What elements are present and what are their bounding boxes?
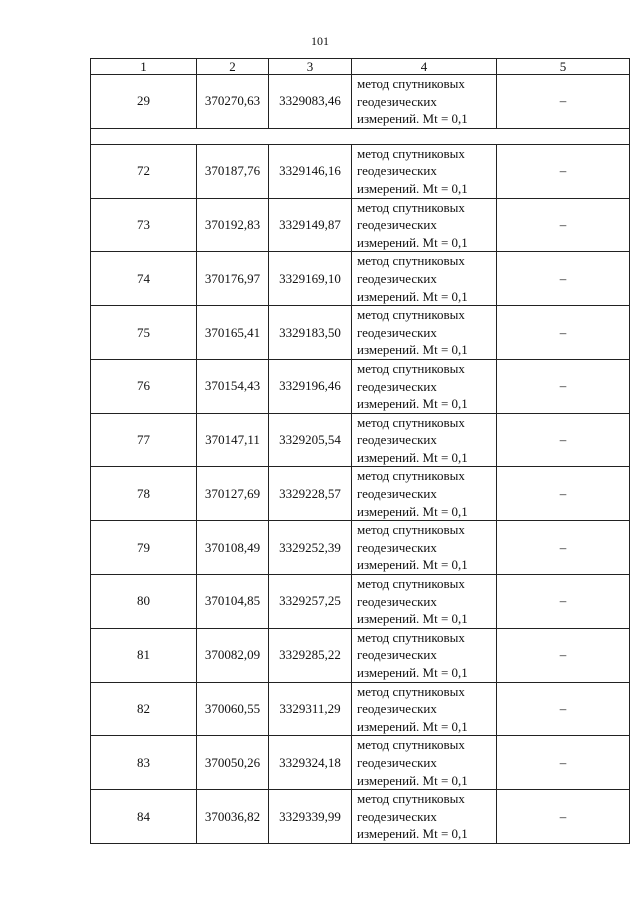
- method-line: геодезических: [357, 701, 437, 717]
- y-coordinate-cell: 3329205,54: [269, 413, 352, 467]
- point-number-cell: 83: [91, 736, 197, 790]
- method-cell: [352, 521, 497, 575]
- table-body: [91, 75, 630, 844]
- point-number-cell: 29: [91, 75, 197, 129]
- column-5-cell: –: [497, 144, 630, 198]
- x-coordinate-cell: 370060,55: [197, 682, 269, 736]
- method-line: измерений. Mt = 0,1: [357, 342, 468, 358]
- method-line: геодезических: [357, 647, 437, 663]
- method-line: геодезических: [357, 539, 437, 555]
- method-cell: [352, 736, 497, 790]
- point-number-cell: 82: [91, 682, 197, 736]
- method-line: геодезических: [357, 217, 437, 233]
- y-coordinate-cell: 3329324,18: [269, 736, 352, 790]
- method-line: измерений. Mt = 0,1: [357, 611, 468, 627]
- table-row: [91, 521, 630, 575]
- table-row: [91, 682, 630, 736]
- column-5-cell: –: [497, 790, 630, 844]
- method-line: геодезических: [357, 486, 437, 502]
- method-line: метод спутниковых: [357, 683, 465, 699]
- y-coordinate-cell: 3329311,29: [269, 682, 352, 736]
- header-col-2: 2: [197, 59, 269, 75]
- point-number-cell: 84: [91, 790, 197, 844]
- table-row: [91, 628, 630, 682]
- method-line: измерений. Mt = 0,1: [357, 503, 468, 519]
- x-coordinate-cell: 370187,76: [197, 144, 269, 198]
- method-line: геодезических: [357, 593, 437, 609]
- table-row: [91, 736, 630, 790]
- x-coordinate-cell: 370270,63: [197, 75, 269, 129]
- method-line: метод спутниковых: [357, 737, 465, 753]
- y-coordinate-cell: 3329169,10: [269, 252, 352, 306]
- point-number-cell: 75: [91, 306, 197, 360]
- method-cell: [352, 467, 497, 521]
- gap-cell: [91, 128, 630, 144]
- column-5-cell: –: [497, 575, 630, 629]
- method-line: измерений. Mt = 0,1: [357, 180, 468, 196]
- method-line: измерений. Mt = 0,1: [357, 826, 468, 842]
- x-coordinate-cell: 370036,82: [197, 790, 269, 844]
- point-number-cell: 72: [91, 144, 197, 198]
- y-coordinate-cell: 3329339,99: [269, 790, 352, 844]
- method-line: метод спутниковых: [357, 253, 465, 269]
- column-5-cell: –: [497, 252, 630, 306]
- column-5-cell: –: [497, 736, 630, 790]
- method-line: метод спутниковых: [357, 414, 465, 430]
- method-line: метод спутниковых: [357, 791, 465, 807]
- method-line: геодезических: [357, 378, 437, 394]
- point-number-cell: 73: [91, 198, 197, 252]
- x-coordinate-cell: 370176,97: [197, 252, 269, 306]
- table-row: [91, 252, 630, 306]
- method-line: метод спутниковых: [357, 145, 465, 161]
- method-cell: [352, 198, 497, 252]
- y-coordinate-cell: 3329183,50: [269, 306, 352, 360]
- table-row: [91, 198, 630, 252]
- table-row: [91, 144, 630, 198]
- point-number-cell: 80: [91, 575, 197, 629]
- table-row: [91, 413, 630, 467]
- header-col-3: 3: [269, 59, 352, 75]
- method-line: геодезических: [357, 754, 437, 770]
- method-line: геодезических: [357, 93, 437, 109]
- x-coordinate-cell: 370165,41: [197, 306, 269, 360]
- x-coordinate-cell: 370154,43: [197, 359, 269, 413]
- method-line: метод спутниковых: [357, 468, 465, 484]
- column-5-cell: –: [497, 198, 630, 252]
- method-line: измерений. Mt = 0,1: [357, 234, 468, 250]
- method-line: геодезических: [357, 432, 437, 448]
- method-line: метод спутниковых: [357, 76, 465, 91]
- method-cell: [352, 75, 497, 129]
- column-5-cell: –: [497, 359, 630, 413]
- table-row: [91, 790, 630, 844]
- table-row: [91, 359, 630, 413]
- column-5-cell: –: [497, 521, 630, 575]
- method-line: измерений. Mt = 0,1: [357, 396, 468, 412]
- method-cell: [352, 252, 497, 306]
- y-coordinate-cell: 3329257,25: [269, 575, 352, 629]
- y-coordinate-cell: 3329149,87: [269, 198, 352, 252]
- point-number-cell: 76: [91, 359, 197, 413]
- coordinates-table: [90, 58, 630, 844]
- x-coordinate-cell: 370192,83: [197, 198, 269, 252]
- table-header-row: [91, 59, 630, 75]
- method-cell: [352, 682, 497, 736]
- table-row: [91, 467, 630, 521]
- point-number-cell: 77: [91, 413, 197, 467]
- header-col-5: 5: [497, 59, 630, 75]
- header-col-4: 4: [352, 59, 497, 75]
- method-cell: [352, 790, 497, 844]
- header-col-1: 1: [91, 59, 197, 75]
- y-coordinate-cell: 3329146,16: [269, 144, 352, 198]
- method-line: метод спутниковых: [357, 576, 465, 592]
- method-cell: [352, 628, 497, 682]
- column-5-cell: –: [497, 75, 630, 129]
- column-5-cell: –: [497, 306, 630, 360]
- x-coordinate-cell: 370127,69: [197, 467, 269, 521]
- point-number-cell: 81: [91, 628, 197, 682]
- method-cell: [352, 413, 497, 467]
- y-coordinate-cell: 3329228,57: [269, 467, 352, 521]
- method-cell: [352, 144, 497, 198]
- method-line: метод спутниковых: [357, 307, 465, 323]
- table-row: [91, 306, 630, 360]
- page-number: 101: [311, 34, 329, 48]
- column-5-cell: –: [497, 682, 630, 736]
- method-cell: [352, 359, 497, 413]
- method-cell: [352, 306, 497, 360]
- x-coordinate-cell: 370147,11: [197, 413, 269, 467]
- x-coordinate-cell: 370050,26: [197, 736, 269, 790]
- point-number-cell: 74: [91, 252, 197, 306]
- method-line: метод спутниковых: [357, 199, 465, 215]
- method-line: геодезических: [357, 808, 437, 824]
- method-line: измерений. Mt = 0,1: [357, 665, 468, 680]
- method-cell: [352, 575, 497, 629]
- x-coordinate-cell: 370108,49: [197, 521, 269, 575]
- y-coordinate-cell: 3329252,39: [269, 521, 352, 575]
- method-line: измерений. Mt = 0,1: [357, 772, 468, 788]
- method-line: измерений. Mt = 0,1: [357, 557, 468, 573]
- column-5-cell: –: [497, 467, 630, 521]
- table-row: [91, 75, 630, 129]
- y-coordinate-cell: 3329196,46: [269, 359, 352, 413]
- method-line: метод спутниковых: [357, 360, 465, 376]
- y-coordinate-cell: 3329285,22: [269, 628, 352, 682]
- x-coordinate-cell: 370082,09: [197, 628, 269, 682]
- column-5-cell: –: [497, 413, 630, 467]
- point-number-cell: 79: [91, 521, 197, 575]
- method-line: метод спутниковых: [357, 522, 465, 538]
- method-line: измерений. Mt = 0,1: [357, 111, 468, 127]
- y-coordinate-cell: 3329083,46: [269, 75, 352, 129]
- method-line: измерений. Mt = 0,1: [357, 449, 468, 465]
- method-line: геодезических: [357, 163, 437, 179]
- x-coordinate-cell: 370104,85: [197, 575, 269, 629]
- method-line: измерений. Mt = 0,1: [357, 718, 468, 734]
- method-line: геодезических: [357, 270, 437, 286]
- table-gap-row: [91, 128, 630, 144]
- point-number-cell: 78: [91, 467, 197, 521]
- column-5-cell: –: [497, 628, 630, 682]
- table-row: [91, 575, 630, 629]
- method-line: метод спутниковых: [357, 629, 465, 645]
- method-line: геодезических: [357, 324, 437, 340]
- method-line: измерений. Mt = 0,1: [357, 288, 468, 304]
